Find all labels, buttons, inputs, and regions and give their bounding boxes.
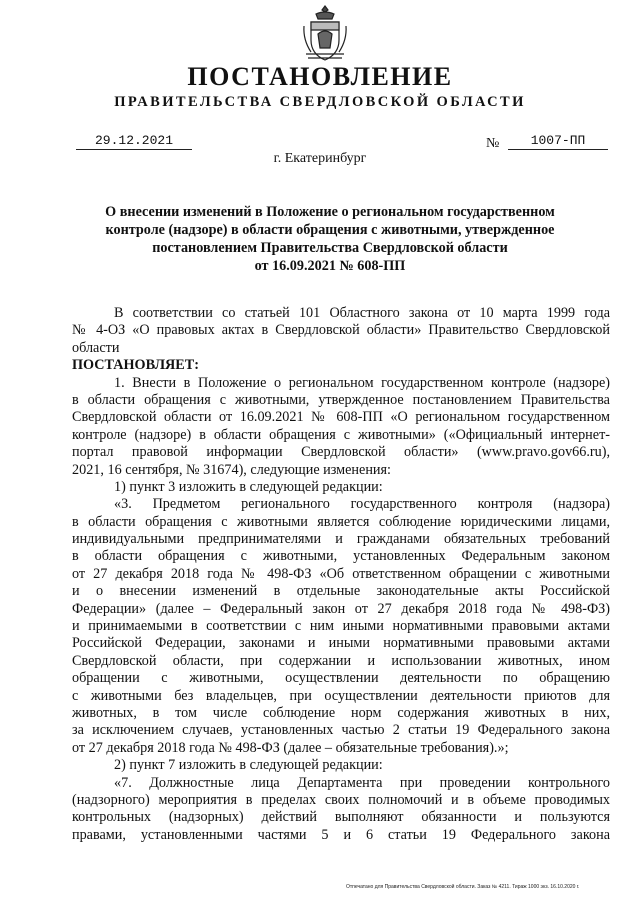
body-line: 2) пункт 7 изложить в следующей редакции: [114, 757, 383, 774]
body-line: контрольных (надзорных) действий выполняют обязанности и пользуются [72, 809, 610, 826]
body-line: от 27 декабря 2018 года № 498-ФЗ «Об ответственном обращении с животными [72, 565, 610, 582]
document-number: 1007-ПП [508, 133, 608, 150]
body-line: Свердловской области от 16.09.2021 № 608-ПП «О региональном государственном [72, 409, 610, 426]
document-title-line: контроле (надзоре) в области обращения с животными, утвержденное [105, 222, 555, 238]
body-line: животных, в том числе соблюдение норм содержания животных в них, [72, 704, 610, 721]
document-city: г. Екатеринбург [273, 151, 367, 166]
issuer-heading: ПРАВИТЕЛЬСТВА СВЕРДЛОВСКОЙ ОБЛАСТИ [114, 94, 526, 110]
body-line: Российской Федерации, законами и иными нормативными правовыми актами [72, 635, 610, 652]
body-line: за исключением случаев, установленных частью 2 статьи 19 Федерального закона [72, 722, 610, 739]
body-line: в области обращения с животными, установленных Федеральным законом [72, 548, 610, 565]
body-line: правами, установленными частями 5 и 6 статьи 19 Федерального закона [72, 826, 610, 843]
body-line: 1. Внести в Положение о региональном государственном контроле (надзоре) [114, 374, 610, 391]
body-line: области [72, 339, 120, 356]
body-line: «3. Предметом регионального государственного контроля (надзора) [114, 496, 610, 513]
body-line: контроле (надзоре) в области обращения с животными» («Официальный интернет- [72, 426, 610, 443]
document-title-line: О внесении изменений в Положение о региональном государственном [105, 204, 555, 220]
body-line: Свердловской области, при содержании и использовании животных, ином [72, 652, 610, 669]
body-line: индивидуальными предпринимателями и гражданами обязательных требований [72, 531, 610, 548]
body-line: (надзорного) мероприятия в пределах своих полномочий и в объеме проводимых [72, 791, 610, 808]
body-line: и о внесении изменений в отдельные законодательные акты Российской [72, 583, 610, 600]
body-line: В соответствии со статьей 101 Областного закона от 10 марта 1999 года [114, 305, 610, 321]
body-line: № 4-ОЗ «О правовых актах в Свердловской области» Правительство Свердловской [72, 322, 610, 339]
body-line: 1) пункт 3 изложить в следующей редакции: [114, 478, 383, 495]
coat-of-arms-icon [302, 4, 348, 64]
body-line: в области обращения с животными, утвержденное постановлением Правительства [72, 391, 610, 408]
body-line: и принимаемыми в соответствии с ним иными нормативными правовыми актами [72, 618, 610, 635]
document-title-line: постановлением Правительства Свердловской области [152, 240, 508, 256]
body-line: обращении с животными, осуществлении деятельности по обращению [72, 670, 610, 687]
document-body [72, 305, 610, 844]
document-date: 29.12.2021 [76, 133, 192, 150]
resolves-heading: ПОСТАНОВЛЯЕТ: [72, 357, 199, 374]
body-line: «7. Должностные лица Департамента при проведении контрольного [114, 774, 610, 791]
document-title-line: от 16.09.2021 № 608-ПП [254, 258, 406, 274]
body-line: Федерации» (далее – Федеральный закон от 27 декабря 2018 года № 498-ФЗ) [72, 600, 610, 617]
document-title [70, 203, 590, 275]
document-type-heading: ПОСТАНОВЛЕНИЕ [187, 62, 453, 91]
number-sign: № [486, 136, 500, 151]
body-line: портал правовой информации Свердловской области» (www.pravo.gov66.ru), [72, 444, 610, 461]
body-line: от 27 декабря 2018 года № 498-ФЗ (далее – обязательные требования).»; [72, 739, 509, 756]
body-line: с животными без владельцев, при осуществлении деятельности приютов для [72, 687, 610, 704]
body-line: 2021, 16 сентября, № 31674), следующие изменения: [72, 461, 391, 478]
body-line: в области обращения с животными является соблюдение юридическими лицами, [72, 513, 610, 530]
print-footer: Отпечатано для Правительства Свердловской области. Заказ № 4211. Тираж 1000 экз. 16.10.2020 г. [346, 884, 580, 890]
